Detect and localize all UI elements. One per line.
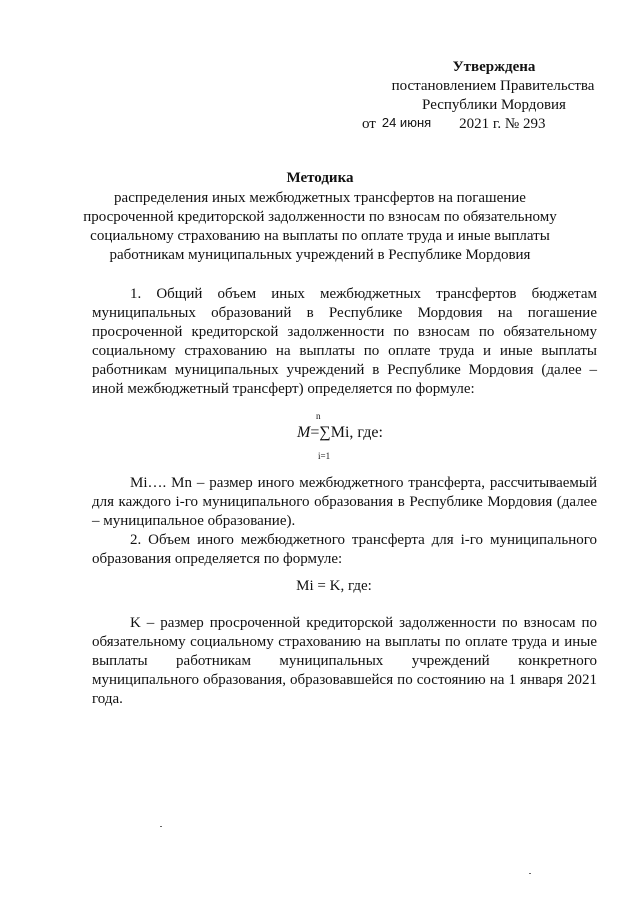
subtitle-line-1: распределения иных межбюджетных трансфертов на погашение (114, 190, 526, 206)
document-title: Методика (286, 170, 354, 186)
section-1-text: 1. Общий объем иных межбюджетных трансфертов бюджетам муниципальных образований в Республике Мордовия на погашение просроченной кредиторской задолженности по взносам по обязательному социальному страхованию на выплаты по оплате труда и иные выплаты работникам муниципальных учреждений в Республике Мордовия (далее – иной межбюджетный трансферт) определяется по формуле: (92, 286, 597, 397)
formula-2-expression: Mi = K, где: (296, 578, 372, 594)
approval-block (344, 58, 604, 134)
subtitle-line-3: социальному страхованию на выплаты по оплате труда и иные выплаты (90, 228, 550, 244)
approval-heading: Утверждена (452, 59, 536, 75)
definition-2-text: K – размер просроченной кредиторской задолженности по взносам по обязательному социальному страхованию на выплаты по оплате труда и иные выплаты работникам муниципальных учреждений конкретного муниципального образования, образовавшейся по состоянию на 1 января 2021 года. (92, 615, 597, 707)
document-title-block (60, 169, 580, 265)
approval-line-1: постановлением Правительства (391, 78, 595, 94)
date-day-month: 24 июня (381, 115, 432, 130)
section-2-text: 2. Объем иного межбюджетного трансферта для i-го муниципального образования определяется по формуле: (92, 532, 597, 567)
definition-2 (92, 614, 597, 709)
approval-line-2: Республики Мордовия (422, 97, 566, 113)
formula-1-lower-limit: i=1 (318, 451, 331, 461)
definition-1-text: Mi…. Mn – размер иного межбюджетного трансферта, рассчитываемый для каждого i-го муниципального образования в Республике Мордовия (далее – муниципальное образование). (92, 475, 597, 529)
date-prefix: от (362, 116, 376, 132)
formula-1-symbol: M (297, 424, 311, 441)
date-year-number: 2021 г. № 293 (459, 116, 546, 132)
subtitle-line-2: просроченной кредиторской задолженности по взносам по обязательному (83, 209, 557, 225)
section-1 (92, 285, 597, 399)
formula-1-expression: =∑Mi, где: (310, 424, 383, 441)
definition-1 (92, 474, 597, 569)
formula-2 (0, 578, 640, 595)
formula-1-main (297, 424, 383, 442)
scan-speck (529, 873, 531, 874)
approval-date-line (362, 115, 604, 134)
formula-1-upper-limit: n (316, 411, 321, 421)
scan-speck (160, 826, 162, 827)
subtitle-line-4: работникам муниципальных учреждений в Республике Мордовия (109, 247, 531, 263)
